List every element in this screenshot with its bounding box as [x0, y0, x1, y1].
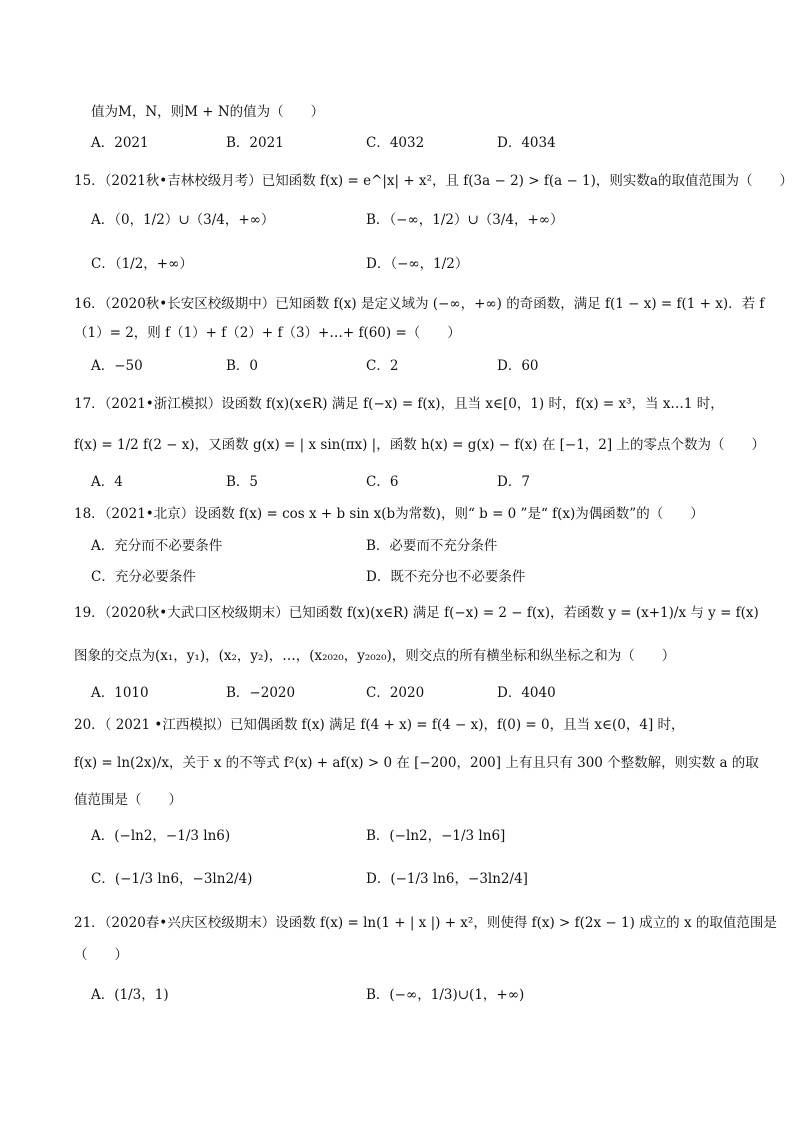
q20-option-b: B．(−ln2，−1/3 ln6]	[366, 828, 506, 844]
q20-option-c: C．(−1/3 ln6，−3ln2/4)	[91, 871, 253, 887]
q19-option-a: A．1010	[91, 685, 149, 701]
q16-stem-line2: （1）= 2，则 f（1）+ f（2）+ f（3）+…+ f(60) =（ ）	[74, 325, 461, 341]
q14-stem-tail: 值为M，N，则M + N的值为（ ）	[91, 104, 325, 120]
q14-option-d: D．4034	[497, 135, 556, 151]
q17-option-d: D．7	[497, 474, 530, 490]
q18-option-c: C．充分必要条件	[91, 569, 196, 585]
q16-option-a: A．−50	[91, 358, 143, 374]
q16-option-d: D．60	[497, 358, 539, 374]
q19-option-c: C．2020	[366, 685, 425, 701]
q20-stem-line2: f(x) = ln(2x)/x，关于 x 的不等式 f²(x) + af(x) > 0 在 [−200，200] 上有且只有 300 个整数解，则实数 a 的取	[74, 755, 759, 771]
q21-stem-line2: （ ）	[74, 947, 128, 963]
q20-option-d: D．(−1/3 ln6，−3ln2/4]	[366, 871, 528, 887]
q21-option-b: B．(−∞，1/3)∪(1，+∞)	[366, 987, 525, 1003]
q18-option-d: D．既不充分也不必要条件	[366, 569, 526, 585]
q16-stem-line1: 16．（2020秋•长安区校级期中）已知函数 f(x) 是定义域为 (−∞，+∞) 的奇函数，满足 f(1 − x) = f(1 + x)．若 f	[74, 296, 765, 312]
q16-option-b: B．0	[226, 358, 259, 374]
q15-option-c: C．（1/2，+∞）	[91, 256, 193, 272]
q14-option-a: A．2021	[91, 135, 149, 151]
q20-stem-line1: 20．（ 2021 •江西模拟）已知偶函数 f(x) 满足 f(4 + x) = f(4 − x)，f(0) = 0，且当 x∈(0，4] 时，	[74, 717, 685, 733]
q17-stem-line1: 17．（2021•浙江模拟）设函数 f(x)(x∈R) 满足 f(−x) = f(x)，且当 x∈[0，1) 时，f(x) = x³，当 x…1 时，	[74, 396, 724, 412]
q21-stem-line1: 21．（2020春•兴庆区校级期末）设函数 f(x) = ln(1 + | x |) + x²，则使得 f(x) > f(2x − 1) 成立的 x 的取值范围是	[74, 915, 777, 931]
q18-option-a: A．充分而不必要条件	[91, 538, 223, 554]
q14-option-c: C．4032	[366, 135, 425, 151]
q15-stem: 15．（2021秋•吉林校级月考）已知函数 f(x) = e^|x| + x²，且 f(3a − 2) > f(a − 1)，则实数a的取值范围为（ ）	[74, 173, 793, 189]
q15-option-a: A．（0，1/2）∪（3/4，+∞）	[91, 212, 275, 228]
q17-option-b: B．5	[226, 474, 259, 490]
q16-option-c: C．2	[366, 358, 399, 374]
q20-stem-line3: 值范围是（ ）	[74, 792, 182, 808]
q19-stem-line1: 19．（2020秋•大武口区校级期末）已知函数 f(x)(x∈R) 满足 f(−x) = 2 − f(x)，若函数 y = (x+1)/x 与 y = f(x)	[74, 605, 759, 621]
q21-option-a: A．(1/3，1)	[91, 987, 169, 1003]
q15-option-b: B．（−∞，1/2）∪（3/4，+∞）	[366, 212, 564, 228]
q18-option-b: B．必要而不充分条件	[366, 538, 498, 554]
q15-option-d: D．（−∞，1/2）	[366, 256, 469, 272]
q17-stem-line2: f(x) = 1/2 f(2 − x)，又函数 g(x) = | x sin(πx) |，函数 h(x) = g(x) − f(x) 在 [−1，2] 上的零点个数为（ ）	[74, 437, 765, 453]
q20-option-a: A．(−ln2，−1/3 ln6)	[91, 828, 231, 844]
q19-option-d: D．4040	[497, 685, 556, 701]
q19-stem-line2: 图象的交点为(x₁，y₁)，(x₂，y₂)，…，(x₂₀₂₀，y₂₀₂₀)，则交点的所有横坐标和纵坐标之和为（ ）	[74, 648, 676, 664]
q18-stem: 18．（2021•北京）设函数 f(x) = cos x + b sin x(b为常数)，则“ b = 0 ”是“ f(x)为偶函数”的（ ）	[74, 506, 704, 522]
q17-option-a: A．4	[91, 474, 123, 490]
q19-option-b: B．−2020	[226, 685, 296, 701]
q14-option-b: B．2021	[226, 135, 284, 151]
q17-option-c: C．6	[366, 474, 399, 490]
